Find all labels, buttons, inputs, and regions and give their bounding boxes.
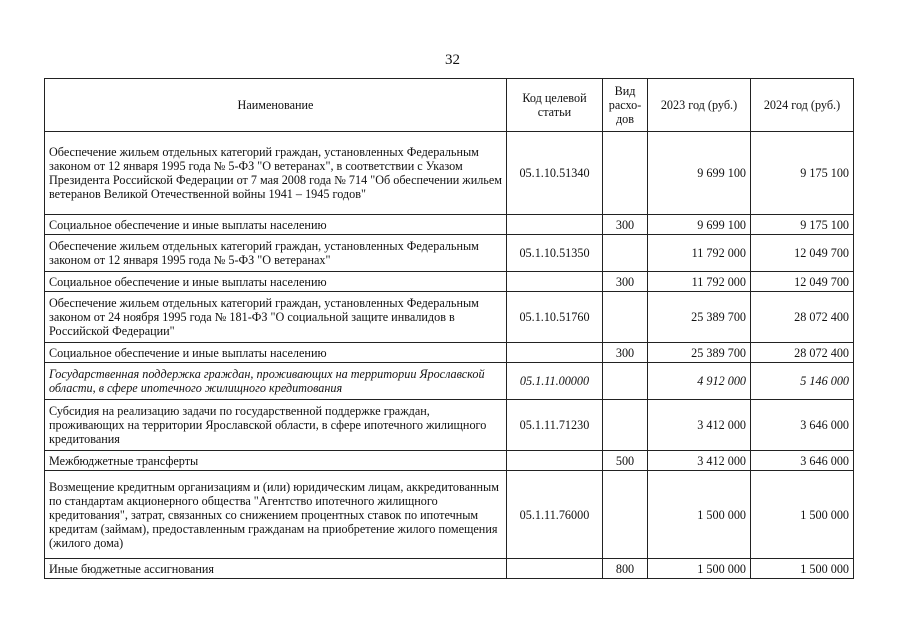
cell-amount-2024: 1 500 000 [751,559,854,579]
cell-amount-2023: 9 699 100 [648,132,751,215]
cell-name: Обеспечение жильем отдельных категорий граждан, установленных Федеральным законом от 12 января 1995 года № 5-ФЗ "О ветеранах", в соответствии с Указом Президента Российской Федерации от 7 мая 2008 года № 714 "Об обеспечении жильем ветеранов Великой Отечественной войны 1941 – 1945 годов" [45,132,507,215]
cell-name: Социальное обеспечение и иные выплаты населению [45,215,507,235]
cell-amount-2023: 9 699 100 [648,215,751,235]
cell-code: 05.1.10.51350 [507,235,603,272]
cell-amount-2024: 9 175 100 [751,132,854,215]
cell-name: Возмещение кредитным организациям и (или) юридическим лицам, аккредитованным по стандартам акционерного общества "Агентство ипотечного жилищного кредитования", затрат, связанных со снижением процентных ставок по ипотечным кредитам (займам), предоставленным гражданам на приобретение жилого помещения (жилого дома) [45,471,507,559]
cell-expense-type: 500 [603,451,648,471]
cell-amount-2024: 28 072 400 [751,292,854,343]
table-row [45,343,854,363]
table-body [45,132,854,579]
cell-amount-2023: 25 389 700 [648,292,751,343]
cell-code: 05.1.10.51760 [507,292,603,343]
header-name: Наименование [45,79,507,132]
cell-expense-type: 800 [603,559,648,579]
cell-amount-2024: 9 175 100 [751,215,854,235]
cell-expense-type: 300 [603,272,648,292]
cell-code [507,215,603,235]
header-expense-type: Вид расхо-дов [603,79,648,132]
cell-expense-type [603,471,648,559]
table-row [45,363,854,400]
cell-name: Межбюджетные трансферты [45,451,507,471]
table-row [45,451,854,471]
header-year-2024: 2024 год (руб.) [751,79,854,132]
table-header-row [45,79,854,132]
table-row [45,559,854,579]
cell-amount-2024: 3 646 000 [751,400,854,451]
cell-expense-type: 300 [603,215,648,235]
cell-amount-2023: 3 412 000 [648,400,751,451]
cell-expense-type [603,292,648,343]
cell-amount-2024: 12 049 700 [751,235,854,272]
cell-name: Иные бюджетные ассигнования [45,559,507,579]
budget-table [44,78,854,579]
table-row [45,272,854,292]
cell-amount-2023: 25 389 700 [648,343,751,363]
cell-amount-2024: 1 500 000 [751,471,854,559]
cell-name: Социальное обеспечение и иные выплаты населению [45,272,507,292]
cell-amount-2023: 3 412 000 [648,451,751,471]
cell-code: 05.1.11.76000 [507,471,603,559]
cell-amount-2023: 11 792 000 [648,235,751,272]
table-row [45,215,854,235]
cell-name: Государственная поддержка граждан, проживающих на территории Ярославской области, в сфере ипотечного жилищного кредитования [45,363,507,400]
table-row [45,471,854,559]
cell-name: Обеспечение жильем отдельных категорий граждан, установленных Федеральным законом от 24 ноября 1995 года № 181-ФЗ "О социальной защите инвалидов в Российской Федерации" [45,292,507,343]
header-year-2023: 2023 год (руб.) [648,79,751,132]
cell-expense-type [603,400,648,451]
cell-code [507,559,603,579]
cell-name: Субсидия на реализацию задачи по государственной поддержке граждан, проживающих на территории Ярославской области, в сфере ипотечного жилищного кредитования [45,400,507,451]
cell-amount-2024: 5 146 000 [751,363,854,400]
cell-code [507,343,603,363]
cell-code [507,451,603,471]
table-row [45,132,854,215]
cell-expense-type [603,235,648,272]
cell-amount-2023: 1 500 000 [648,559,751,579]
cell-amount-2023: 4 912 000 [648,363,751,400]
cell-expense-type: 300 [603,343,648,363]
header-code: Код целевой статьи [507,79,603,132]
cell-code: 05.1.10.51340 [507,132,603,215]
cell-expense-type [603,363,648,400]
cell-code: 05.1.11.71230 [507,400,603,451]
cell-name: Социальное обеспечение и иные выплаты населению [45,343,507,363]
cell-expense-type [603,132,648,215]
cell-amount-2023: 1 500 000 [648,471,751,559]
page-number: 32 [445,52,460,68]
cell-amount-2024: 12 049 700 [751,272,854,292]
cell-amount-2023: 11 792 000 [648,272,751,292]
table-row [45,292,854,343]
table-row [45,235,854,272]
cell-code: 05.1.11.00000 [507,363,603,400]
table-row [45,400,854,451]
cell-code [507,272,603,292]
cell-amount-2024: 3 646 000 [751,451,854,471]
cell-amount-2024: 28 072 400 [751,343,854,363]
cell-name: Обеспечение жильем отдельных категорий граждан, установленных Федеральным законом от 12 января 1995 года № 5-ФЗ "О ветеранах" [45,235,507,272]
